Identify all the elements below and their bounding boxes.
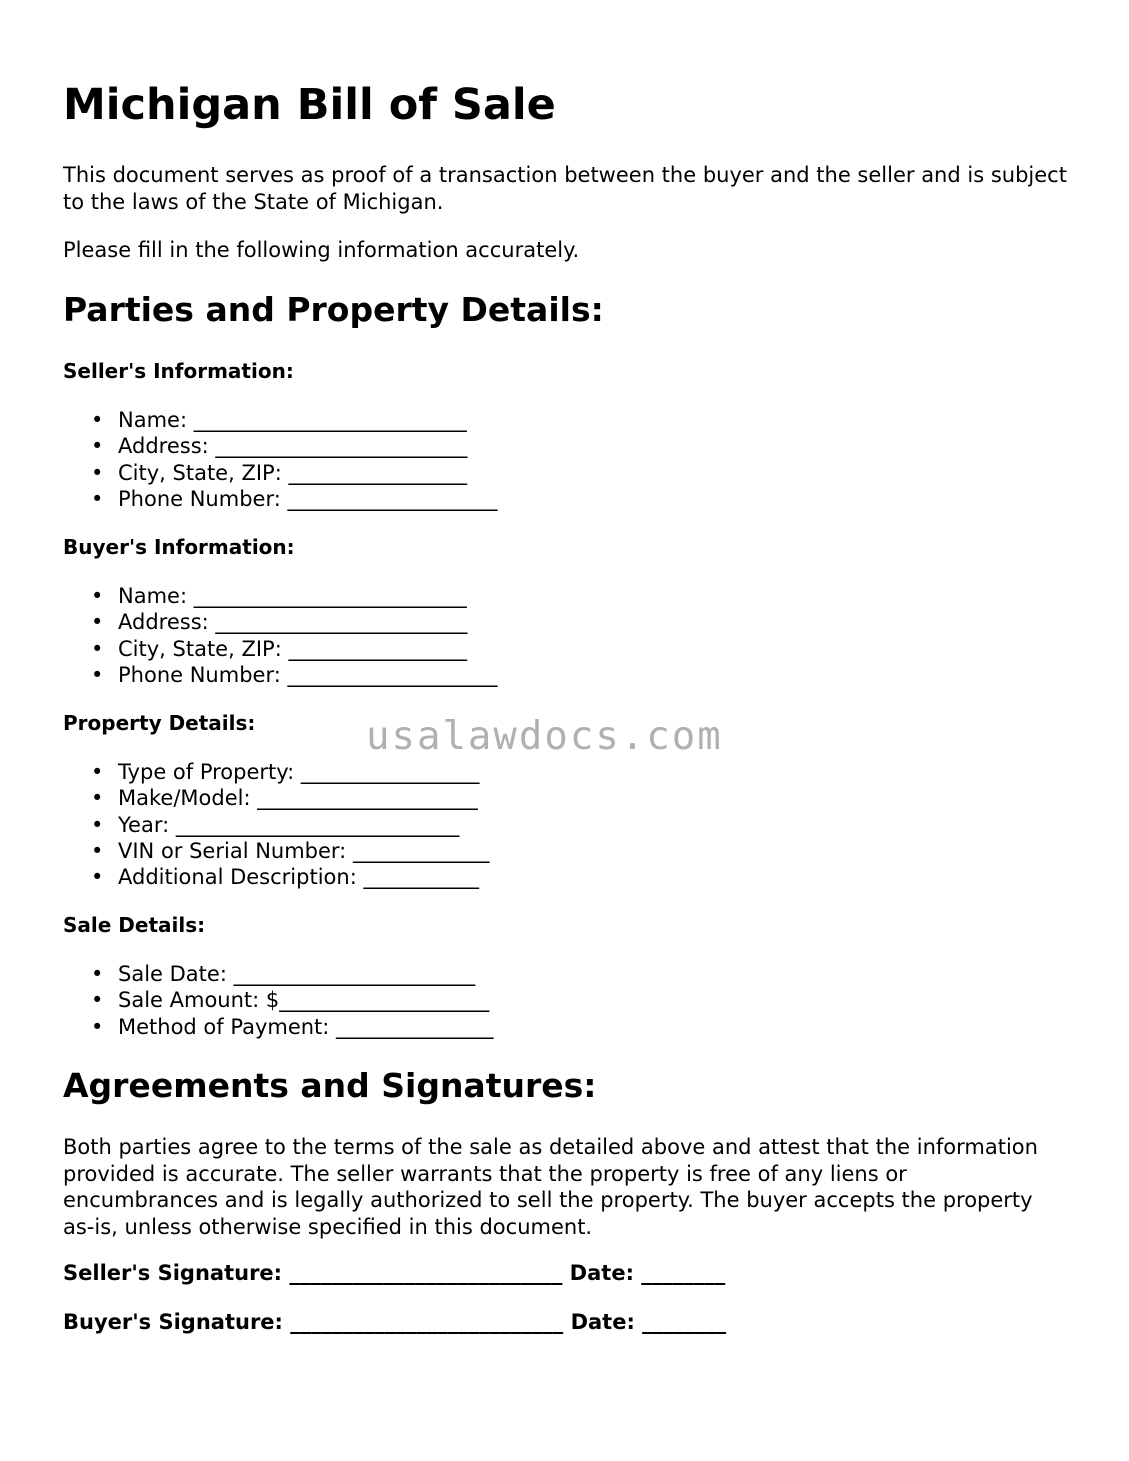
watermark: usalawdocs.com (366, 714, 723, 759)
bullet-icon: • (91, 434, 104, 459)
sale-amount-field: Sale Amount: $____________________ (118, 988, 490, 1013)
list-item (91, 987, 494, 1013)
list-item (91, 759, 489, 785)
payment-method-field: Method of Payment: _______________ (118, 1014, 494, 1039)
make-model-field: Make/Model: _____________________ (118, 786, 478, 811)
list-item (91, 486, 497, 512)
section-heading-parties: Parties and Property Details: (63, 290, 604, 329)
list-item (91, 460, 497, 486)
bullet-icon: • (91, 408, 104, 432)
bullet-icon: • (91, 962, 104, 986)
list-item (91, 838, 489, 864)
sale-details-list (91, 961, 494, 1040)
list-item (91, 636, 497, 662)
buyer-address-field: Address: ________________________ (118, 610, 468, 635)
buyer-signature-line: Buyer's Signature: __________________________ Date: ________ (63, 1310, 727, 1334)
bullet-icon: • (91, 760, 104, 784)
sale-details-heading: Sale Details: (63, 913, 206, 937)
bullet-icon: • (91, 812, 104, 837)
bullet-icon: • (91, 865, 104, 890)
buyer-name-field: Name: __________________________ (118, 584, 467, 608)
seller-info-list (91, 407, 497, 512)
bullet-icon: • (91, 636, 104, 661)
year-field: Year: ___________________________ (118, 812, 460, 837)
seller-signature-line: Seller's Signature: __________________________ Date: ________ (63, 1261, 726, 1285)
buyer-phone-field: Phone Number: ____________________ (118, 662, 498, 687)
property-type-field: Type of Property: _________________ (118, 760, 480, 784)
buyer-info-heading: Buyer's Information: (63, 535, 295, 559)
agreement-paragraph: Both parties agree to the terms of the sale as detailed above and attest that the information provided is accurate. The seller warrants that the property is free of any liens or encumbrances and is legally authorized to sell the property. The buyer accepts the property as-is, unless otherwise specified in this document. (63, 1135, 1038, 1239)
bullet-icon: • (91, 786, 104, 811)
sale-date-field: Sale Date: _______________________ (118, 962, 476, 986)
section-heading-agreements: Agreements and Signatures: (63, 1066, 597, 1105)
bullet-icon: • (91, 460, 104, 485)
bullet-icon: • (91, 662, 104, 687)
bullet-icon: • (91, 838, 104, 863)
property-details-heading: Property Details: (63, 711, 256, 735)
list-item (91, 812, 489, 838)
bullet-icon: • (91, 584, 104, 608)
list-item (91, 662, 497, 688)
list-item (91, 583, 497, 609)
document-title: Michigan Bill of Sale (63, 80, 556, 130)
list-item (91, 785, 489, 811)
buyer-city-field: City, State, ZIP: _________________ (118, 636, 467, 661)
list-item (91, 407, 497, 433)
list-item (91, 961, 494, 987)
bullet-icon: • (91, 610, 104, 635)
buyer-info-list (91, 583, 497, 688)
list-item (91, 1014, 494, 1040)
list-item (91, 609, 497, 635)
list-item (91, 433, 497, 459)
vin-field: VIN or Serial Number: _____________ (118, 838, 490, 863)
bullet-icon: • (91, 486, 104, 511)
seller-phone-field: Phone Number: ____________________ (118, 486, 498, 511)
instruction-paragraph: Please fill in the following information accurately. (63, 238, 580, 262)
list-item (91, 864, 489, 890)
seller-name-field: Name: __________________________ (118, 408, 467, 432)
intro-paragraph: This document serves as proof of a transaction between the buyer and the seller and is subject to the laws of the State of Michigan. (63, 163, 1067, 214)
seller-info-heading: Seller's Information: (63, 359, 294, 383)
additional-description-field: Additional Description: ___________ (118, 865, 479, 890)
seller-city-field: City, State, ZIP: _________________ (118, 460, 467, 485)
property-details-list (91, 759, 489, 890)
bullet-icon: • (91, 988, 104, 1013)
bullet-icon: • (91, 1014, 104, 1039)
seller-address-field: Address: ________________________ (118, 434, 468, 459)
